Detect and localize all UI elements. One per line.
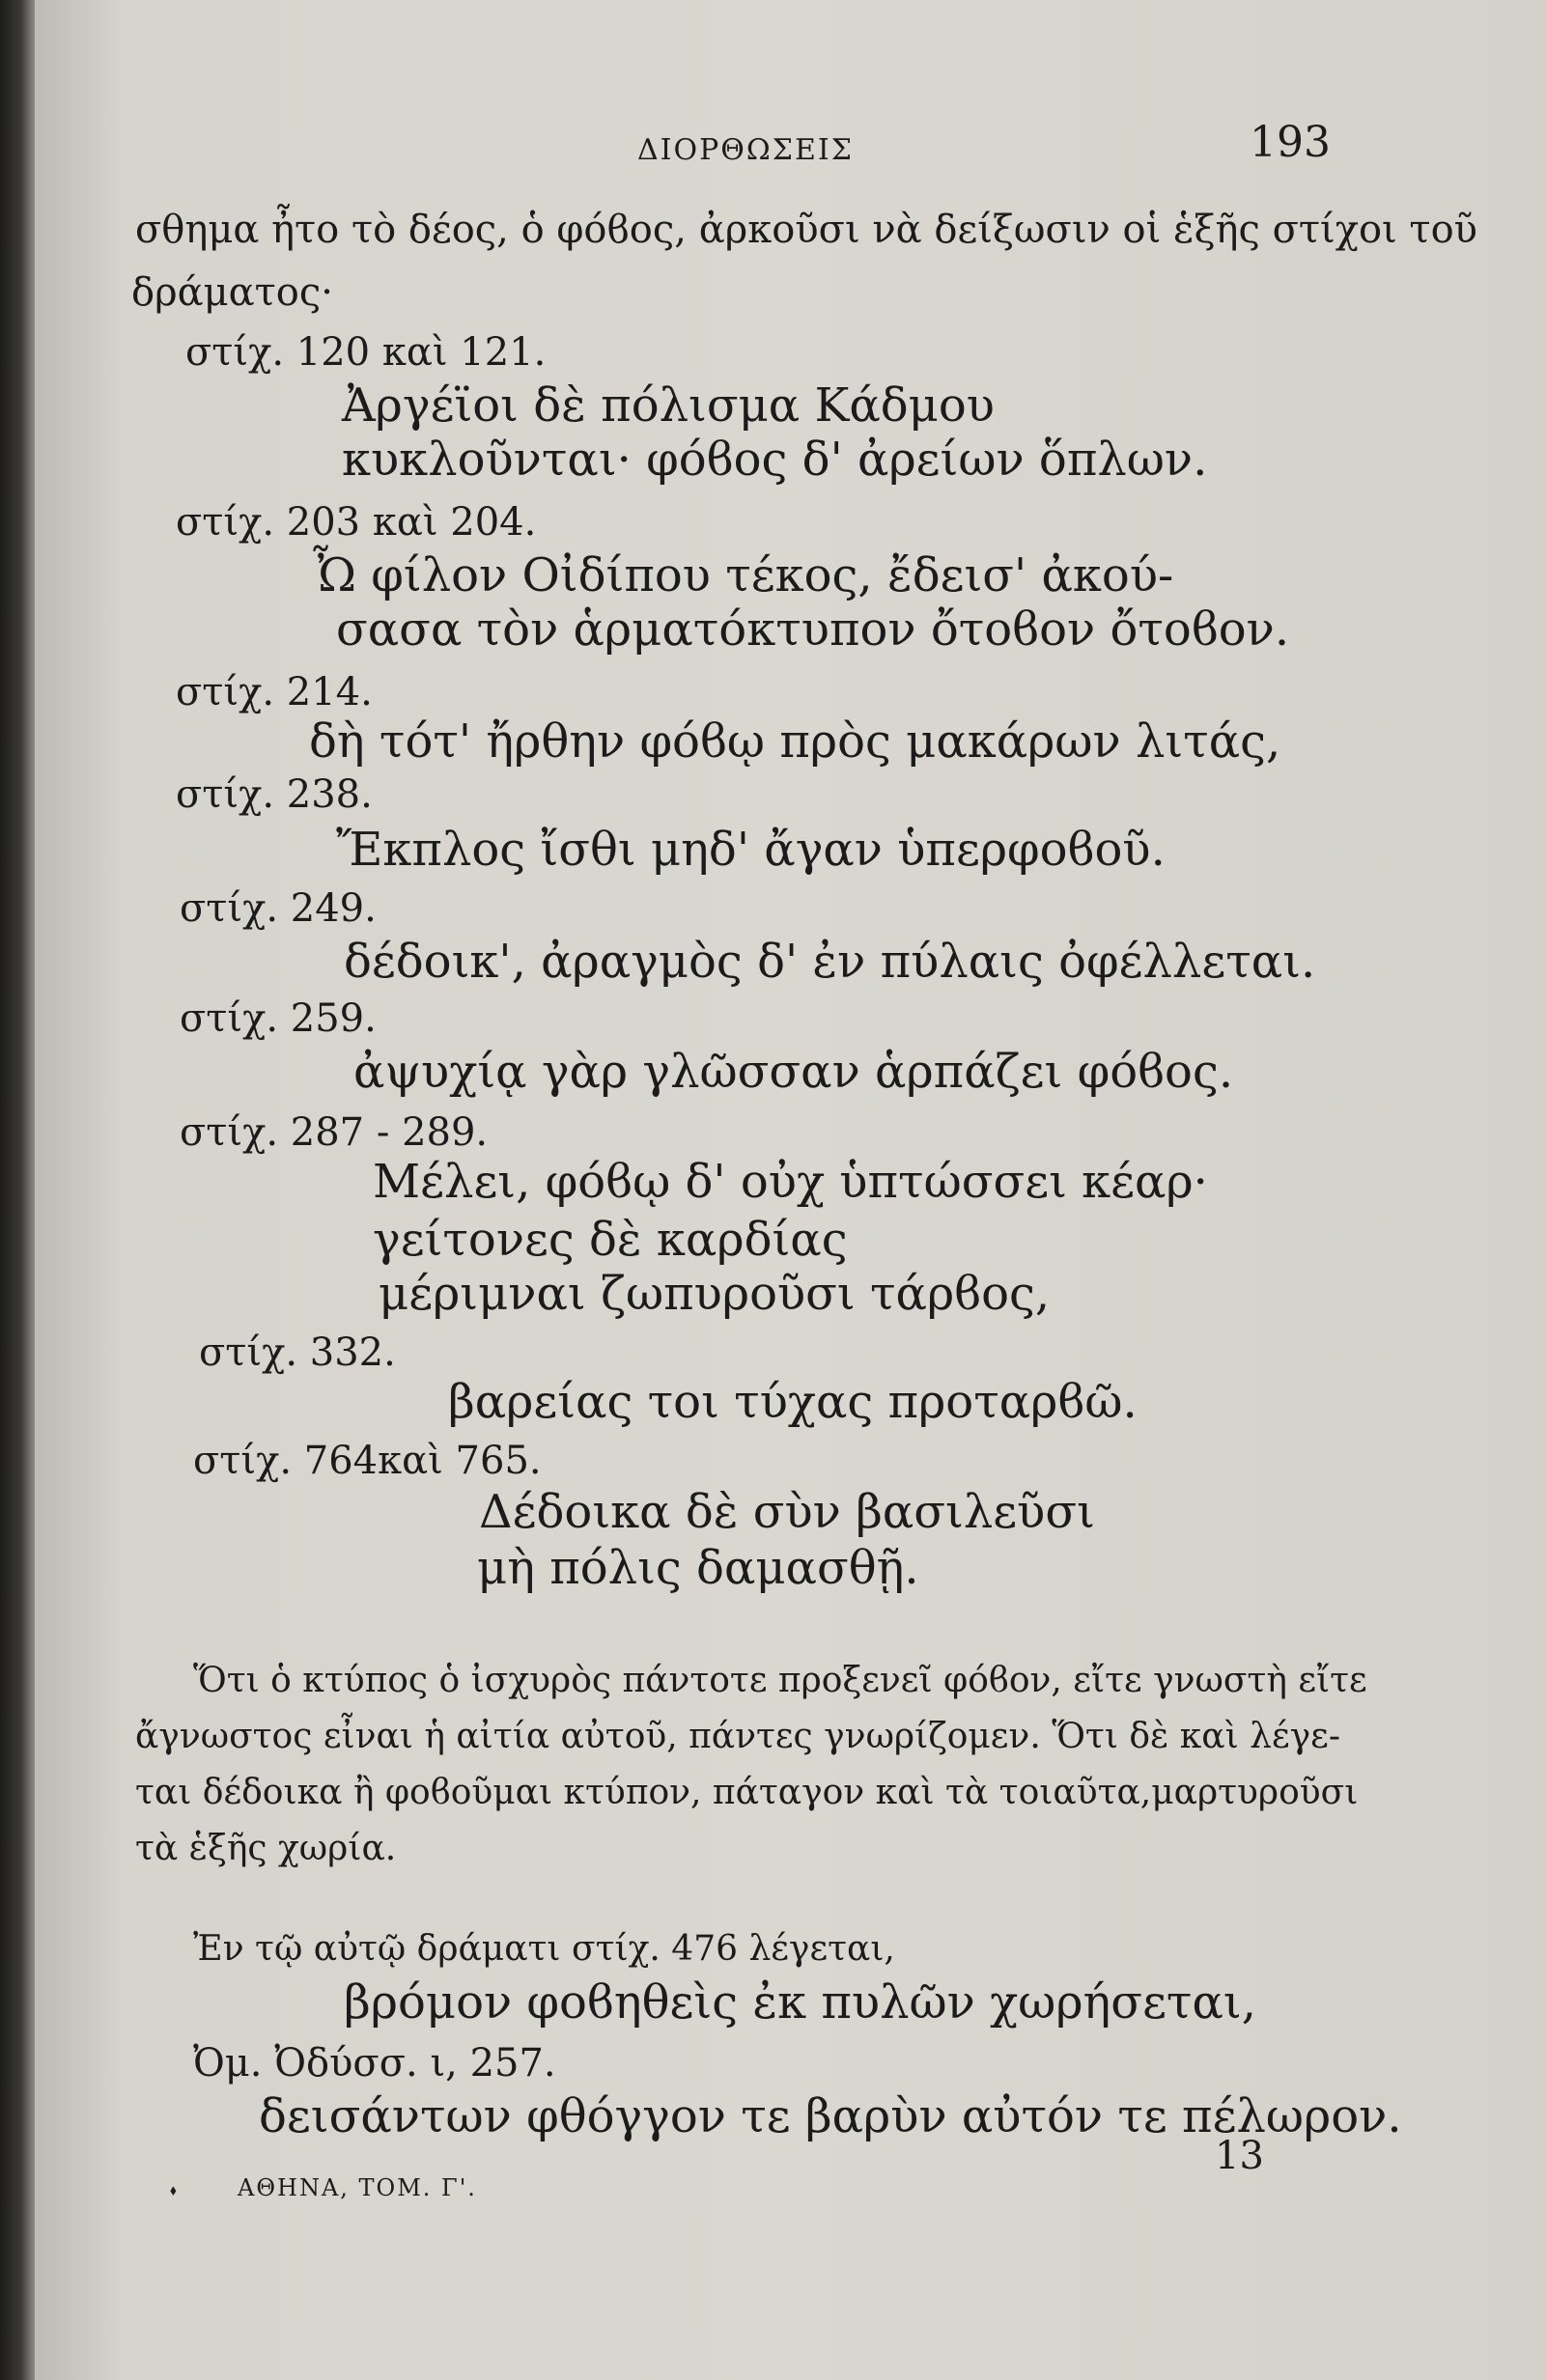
verse-line: ἀψυχίᾳ γὰρ γλῶσσαν ἁρπάζει φόϐος.	[353, 1045, 1234, 1099]
verse-line: μὴ πόλις δαμασθῇ.	[477, 1541, 919, 1595]
text-line: σθημα ἦτο τὸ δέος, ὁ φόϐος, ἀρκοῦσι νὰ δείξωσιν οἱ ἑξῆς στίχοι τοῦ	[135, 208, 1477, 252]
verse-reference: στίχ. 214.	[176, 670, 373, 714]
verse-reference: στίχ. 238.	[176, 772, 373, 817]
text-line: δράματος·	[131, 270, 333, 315]
verse-line: γείτονες δὲ καρδίας	[373, 1213, 848, 1267]
verse-line: δέδοικ', ἀραγμὸς δ' ἐν πύλαις ὀφέλλεται.	[344, 935, 1316, 989]
verse-line: Ὦ φίλον Οἰδίπου τέκος, ἔδεισ' ἀκού-	[313, 548, 1174, 602]
page-number: 193	[1250, 118, 1331, 167]
text-line: Ἐν τῷ αὐτῷ δράματι στίχ. 476 λέγεται,	[193, 1929, 895, 1969]
verse-reference: στίχ. 287 - 289.	[180, 1110, 489, 1155]
verse-line: Δέδοικα δὲ σὺν βασιλεῦσι	[479, 1485, 1095, 1539]
footer-bullet: ⬪	[170, 2176, 177, 2203]
verse-reference: στίχ. 203 καὶ 204.	[176, 500, 537, 545]
book-page	[35, 0, 1546, 2380]
signature-number: 13	[1215, 2134, 1264, 2178]
verse-line: βρόμον φοϐηθεὶς ἐκ πυλῶν χωρήσεται,	[344, 1975, 1256, 2030]
verse-line: κυκλοῦνται· φόϐος δ' ἀρείων ὅπλων.	[342, 433, 1208, 487]
verse-reference: στίχ. 259.	[180, 996, 377, 1041]
verse-line: σασα τὸν ἁρματόκτυπον ὄτοϐον ὄτοϐον.	[336, 602, 1290, 657]
verse-reference: Ὀμ. Ὀδύσσ. ι, 257.	[193, 2041, 556, 2086]
text-line: ἄγνωστος εἶναι ἡ αἰτία αὐτοῦ, πάντες γνωρίζομεν. Ὅτι δὲ καὶ λέγε-	[135, 1717, 1340, 1756]
book-gutter	[0, 0, 35, 2380]
verse-reference: στίχ. 332.	[199, 1330, 396, 1375]
text-line: Ὅτι ὁ κτύπος ὁ ἰσχυρὸς πάντοτε προξενεῖ φόϐον, εἴτε γνωστὴ εἴτε	[193, 1661, 1367, 1700]
verse-line: Μέλει, φόϐῳ δ' οὐχ ὑπτώσσει κέαρ·	[373, 1155, 1208, 1209]
verse-line: μέριμναι ζωπυροῦσι τάρϐος,	[379, 1267, 1051, 1321]
running-header: ΔΙΟΡΘΩΣΕΙΣ	[637, 133, 854, 167]
verse-line: δὴ τότ' ἤρθην φόϐῳ πρὸς μακάρων λιτάς,	[309, 714, 1281, 769]
text-line: τὰ ἑξῆς χωρία.	[135, 1829, 397, 1868]
verse-reference: στίχ. 120 καὶ 121.	[185, 330, 547, 375]
verse-line: Ἀργέϊοι δὲ πόλισμα Κάδμου	[342, 378, 995, 433]
verse-reference: στίχ. 249.	[180, 886, 377, 931]
journal-footer: ΑΘΗΝΑ, ΤΟΜ. Γ'.	[238, 2174, 477, 2201]
verse-reference: στίχ. 764καὶ 765.	[193, 1439, 542, 1483]
verse-line: βαρείας τοι τύχας προταρϐῶ.	[448, 1375, 1138, 1429]
verse-line: δεισάντων φθόγγον τε βαρὺν αὐτόν τε πέλωρον.	[259, 2089, 1402, 2143]
text-line: ται δέδοικα ἢ φοϐοῦμαι κτύπον, πάταγον καὶ τὰ τοιαῦτα,μαρτυροῦσι	[135, 1773, 1359, 1812]
verse-line: Ἔκπλος ἴσθι μηδ' ἄγαν ὑπερφοϐοῦ.	[336, 823, 1166, 877]
